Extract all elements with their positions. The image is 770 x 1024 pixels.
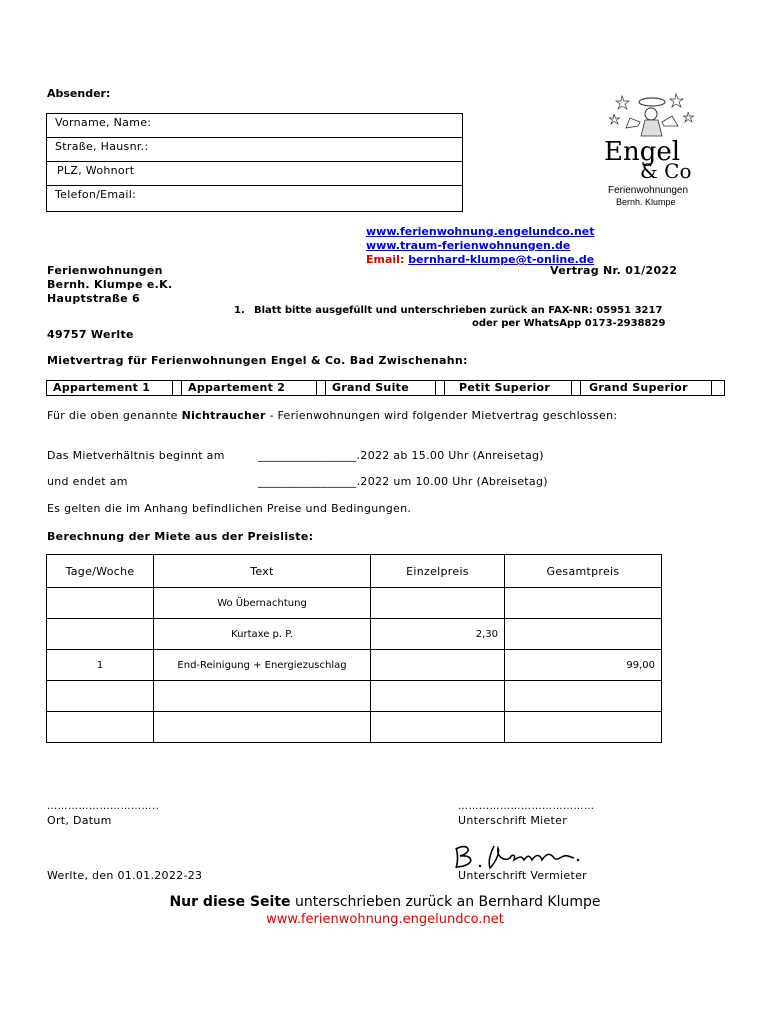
apartment-option-3: Grand Suite <box>326 381 436 396</box>
footer-text: unterschrieben zurück an Bernhard Klumpe <box>290 894 601 910</box>
table-row <box>47 712 662 743</box>
website-link-1[interactable]: www.ferienwohnung.engelundco.net <box>366 225 595 238</box>
cell-text: Wo Übernachtung <box>154 588 371 619</box>
cell-text: Kurtaxe p. P. <box>154 619 371 650</box>
tenant-signature-line[interactable]: ………………………………… <box>458 801 595 812</box>
table-row <box>47 588 662 619</box>
apartment-selection <box>46 380 725 396</box>
cell-unit-price[interactable] <box>371 650 505 681</box>
start-label: Das Mietverhältnis beginnt am <box>47 449 225 462</box>
intro-text: Für die oben genannte Nichtraucher - Ferienwohnungen wird folgender Mietvertrag geschlossen: <box>47 409 618 422</box>
apartment-checkbox-1[interactable] <box>173 381 182 396</box>
footer-website[interactable]: www.ferienwohnung.engelundco.net <box>266 912 504 927</box>
cell-text: End-Reinigung + Energiezuschlag <box>154 650 371 681</box>
cell-total-price[interactable] <box>505 619 662 650</box>
recipient-address <box>47 264 172 306</box>
price-table-header <box>47 555 662 588</box>
svg-text:Bernh. Klumpe: Bernh. Klumpe <box>616 197 676 207</box>
apartment-option-1: Appartement 1 <box>47 381 173 396</box>
landlord-signature-label: Unterschrift Vermieter <box>458 869 587 882</box>
header-days: Tage/Woche <box>47 555 154 588</box>
apartment-checkbox-4[interactable] <box>572 381 581 396</box>
sender-contact-field[interactable]: Telefon/Email: <box>55 188 137 201</box>
apartment-checkbox-2[interactable] <box>317 381 326 396</box>
sender-name-field[interactable]: Vorname, Name: <box>47 114 462 138</box>
calculation-heading: Berechnung der Miete aus der Preisliste: <box>47 530 314 543</box>
cell-days[interactable] <box>47 712 154 743</box>
header-total-price: Gesamtpreis <box>505 555 662 588</box>
contract-number: Vertrag Nr. 01/2022 <box>550 264 678 277</box>
apartment-option-2: Appartement 2 <box>182 381 317 396</box>
fax-note-line-1: Blatt bitte ausgefüllt und unterschrieben zurück an FAX-NR: 05951 3217 <box>254 305 663 316</box>
end-label: und endet am <box>47 475 128 488</box>
header-unit-price: Einzelpreis <box>371 555 505 588</box>
email-label: Email: <box>366 253 405 266</box>
footer-note <box>0 894 770 928</box>
recipient-line-3: Hauptstraße 6 <box>47 292 141 305</box>
contract-heading: Mietvertrag für Ferienwohnungen Engel & Co. Bad Zwischenahn: <box>47 354 468 367</box>
table-row <box>47 681 662 712</box>
apartment-option-5: Grand Superior <box>581 381 712 396</box>
svg-text:& Co: & Co <box>640 159 692 183</box>
recipient-line-1: Ferienwohnungen <box>47 264 163 277</box>
sender-box <box>46 113 463 212</box>
cell-unit-price[interactable] <box>371 712 505 743</box>
place-date-label: Ort, Datum <box>47 814 112 827</box>
sender-label: Absender: <box>47 87 111 100</box>
company-logo <box>600 90 705 210</box>
end-date-field[interactable]: _________________.2022 um 10.00 Uhr (Abreisetag) <box>258 475 548 488</box>
place-date-line[interactable]: ………………………….. <box>47 801 160 812</box>
apartment-checkbox-3[interactable] <box>436 381 445 396</box>
date-line: Werlte, den 01.01.2022-23 <box>47 869 203 882</box>
sender-street-field[interactable]: Straße, Hausnr.: <box>47 138 462 162</box>
cell-text[interactable] <box>154 681 371 712</box>
apartment-option-4: Petit Superior <box>445 381 572 396</box>
website-link-2[interactable]: www.traum-ferienwohnungen.de <box>366 239 571 252</box>
cell-text[interactable] <box>154 712 371 743</box>
svg-text:Engel: Engel <box>604 137 681 167</box>
recipient-city: 49757 Werlte <box>47 328 134 341</box>
tenant-signature-label: Unterschrift Mieter <box>458 814 568 827</box>
table-row <box>47 650 662 681</box>
conditions-text: Es gelten die im Anhang befindlichen Preise und Bedingungen. <box>47 502 412 515</box>
cell-total-price[interactable] <box>505 712 662 743</box>
cell-total-price: 99,00 <box>505 650 662 681</box>
cell-total-price[interactable] <box>505 588 662 619</box>
header-text: Text <box>154 555 371 588</box>
cell-unit-price[interactable] <box>371 681 505 712</box>
contact-links <box>366 225 595 267</box>
cell-days[interactable] <box>47 588 154 619</box>
fax-note-number: 1. <box>234 305 245 316</box>
start-date-field[interactable]: _________________.2022 ab 15.00 Uhr (Anreisetag) <box>258 449 544 462</box>
recipient-line-2: Bernh. Klumpe e.K. <box>47 278 173 291</box>
email-link[interactable]: bernhard-klumpe@t-online.de <box>408 253 595 266</box>
cell-days[interactable] <box>47 681 154 712</box>
cell-days[interactable] <box>47 619 154 650</box>
footer-emphasis: Nur diese Seite <box>169 894 291 910</box>
cell-days: 1 <box>47 650 154 681</box>
fax-note <box>234 304 665 330</box>
non-smoker-emphasis: Nichtraucher <box>181 409 266 422</box>
sender-city-field[interactable]: PLZ, Wohnort <box>47 162 462 186</box>
apartment-checkbox-5[interactable] <box>712 381 725 396</box>
fax-note-line-2: oder per WhatsApp 0173-2938829 <box>472 318 666 329</box>
cell-unit-price[interactable] <box>371 588 505 619</box>
cell-unit-price: 2,30 <box>371 619 505 650</box>
table-row <box>47 619 662 650</box>
price-table <box>46 554 662 743</box>
angel-logo-icon <box>600 90 705 210</box>
svg-text:Ferienwohnungen: Ferienwohnungen <box>608 185 689 196</box>
cell-total-price[interactable] <box>505 681 662 712</box>
